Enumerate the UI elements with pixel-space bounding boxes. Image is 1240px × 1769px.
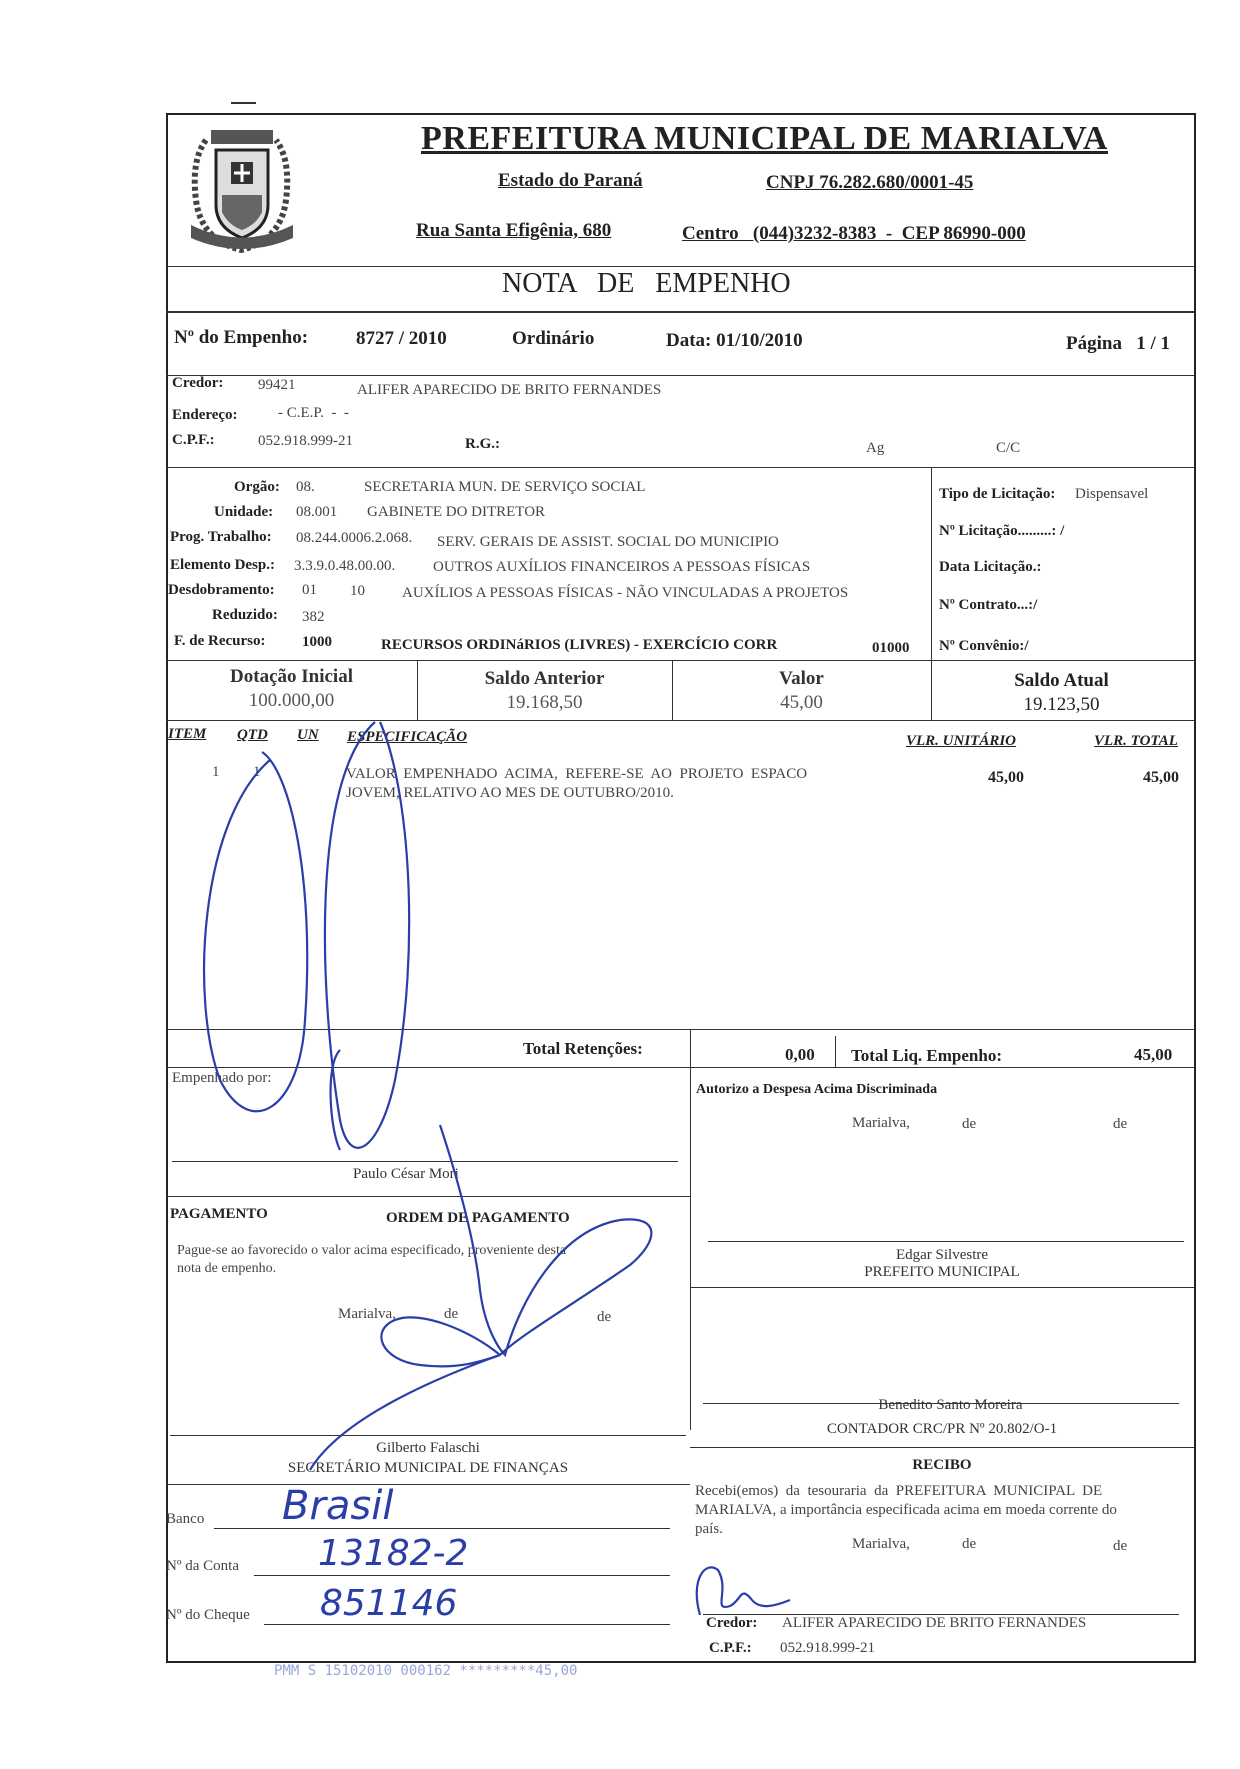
pagamento-texto1: Pague-se ao favorecido o valor acima especificado, proveniente desta [177,1243,567,1258]
saldo-anterior-label: Saldo Anterior [484,668,605,689]
header-contact: Centro (044)3232-8383 - CEP 86990-000 [682,223,1026,244]
banco-handwritten: Brasil [282,1483,394,1529]
doc-title: NOTA DE EMPENHO [502,268,791,299]
especificacao-header: ESPECIFICAÇÃO [347,729,468,745]
page-number: Página 1 / 1 [1066,333,1170,354]
recibo-texto3: país. [695,1521,723,1537]
mechanical-stamp: PMM S 15102010 000162 *********45,00 [274,1663,578,1679]
contrato-label: Nº Contrato...:/ [939,597,1038,613]
recibo-cpf: 052.918.999-21 [780,1640,875,1656]
licitacao-data-label: Data Licitação.: [939,559,1042,575]
recibo-de1: de [962,1536,977,1552]
endereco-label: Endereço: [172,407,238,423]
unidade-label: Unidade: [214,504,274,520]
empenhado-nome: Paulo César Mori [353,1166,459,1182]
ordem-pagamento-title: ORDEM DE PAGAMENTO [386,1210,570,1226]
empenho-number: 8727 / 2010 [356,328,447,349]
unidade-name: GABINETE DO DITRETOR [367,504,546,520]
prefeito-cargo: PREFEITO MUNICIPAL [864,1264,1020,1280]
empenho-number-label: Nº do Empenho: [174,327,309,348]
vlr-unitario-header: VLR. UNITÁRIO [906,733,1017,749]
recibo-de2: de [1113,1538,1128,1554]
total-liquido-label: Total Liq. Empenho: [851,1046,1002,1065]
elemento-label: Elemento Desp.: [170,557,275,573]
item-especificacao-line2: JOVEM, RELATIVO AO MES DE OUTUBRO/2010. [346,785,674,801]
header-title: PREFEITURA MUNICIPAL DE MARIALVA [421,120,1108,157]
total-retencoes-value: 0,00 [785,1045,815,1064]
empenho-type: Ordinário [512,328,595,349]
item-vlr-total: 45,00 [1143,769,1179,786]
valor-label: Valor [779,668,824,689]
pagamento-texto2: nota de empenho. [177,1261,277,1276]
item-header: ITEM [168,726,207,742]
autorizo-local: Marialva, [852,1115,910,1131]
prog-code: 08.244.0006.2.068. [296,530,413,546]
credor-label: Credor: [172,375,224,391]
autorizo-de2: de [1113,1116,1128,1132]
autorizo-label: Autorizo a Despesa Acima Discriminada [696,1082,938,1097]
licitacao-tipo: Dispensavel [1075,486,1149,502]
cheque-label: Nº do Cheque [166,1607,250,1623]
pagamento-local: Marialva, [338,1306,396,1322]
fonte-label: F. de Recurso: [174,633,266,649]
orgao-name: SECRETARIA MUN. DE SERVIÇO SOCIAL [364,479,646,495]
orgao-label: Orgão: [234,479,280,495]
recibo-credor-label: Credor: [706,1615,758,1631]
cc-label: C/C [996,440,1021,456]
header-cnpj: CNPJ 76.282.680/0001-45 [766,172,974,193]
item-vlr-unitario: 45,00 [988,769,1024,786]
qtd-header: QTD [237,727,268,743]
autorizo-de1: de [962,1116,977,1132]
credor-name: ALIFER APARECIDO DE BRITO FERNANDES [357,382,662,398]
header-state: Estado do Paraná [498,170,643,191]
fonte-code: 1000 [302,634,332,650]
recibo-local: Marialva, [852,1536,910,1552]
pagamento-title: PAGAMENTO [170,1206,268,1222]
licitacao-numero-label: Nº Licitação.........: / [939,523,1065,539]
empenhado-por-label: Empenhado por: [172,1070,272,1086]
rg-label: R.G.: [465,436,500,452]
desdobramento-label: Desdobramento: [168,582,275,598]
unidade-code: 08.001 [296,504,338,520]
dotacao-label: Dotação Inicial [230,666,353,687]
elemento-name: OUTROS AUXÍLIOS FINANCEIROS A PESSOAS FÍSICAS [433,559,811,575]
recibo-texto1: Recebi(emos) da tesouraria da PREFEITURA MUNICIPAL DE [695,1483,1103,1499]
pagamento-de2: de [597,1309,612,1325]
recibo-texto2: MARIALVA, a importância especificada acima em moeda corrente do [695,1502,1117,1518]
recibo-cpf-label: C.P.F.: [709,1640,752,1656]
elemento-code: 3.3.9.0.48.00.00. [294,558,396,574]
prefeito-nome: Edgar Silvestre [895,1247,989,1263]
licitacao-tipo-label: Tipo de Licitação: [939,486,1056,502]
item-especificacao-line1: VALOR EMPENHADO ACIMA, REFERE-SE AO PROJETO ESPACO [346,766,808,782]
contador-cargo: CONTADOR CRC/PR Nº 20.802/O-1 [826,1421,1058,1437]
item-qtd: 1 [253,764,261,780]
cheque-handwritten: 851146 [320,1583,458,1624]
total-liquido-value: 45,00 [1134,1045,1173,1064]
recibo-title: RECIBO [912,1457,972,1473]
reduzido-value: 382 [302,609,325,625]
secretario-nome: Gilberto Falaschi [376,1440,480,1456]
recibo-credor-name: ALIFER APARECIDO DE BRITO FERNANDES [782,1615,1087,1631]
orgao-code: 08. [296,479,315,495]
pagamento-de1: de [444,1306,459,1322]
total-retencoes-label: Total Retenções: [523,1039,643,1058]
secretario-cargo: SECRETÁRIO MUNICIPAL DE FINANÇAS [287,1460,569,1476]
vlr-total-header: VLR. TOTAL [1094,733,1178,749]
header-address: Rua Santa Efigênia, 680 [416,220,612,241]
desdobramento-code1: 01 [302,582,317,598]
dotacao-value: 100.000,00 [248,690,335,711]
contador-nome: Benedito Santo Moreira [878,1397,1023,1413]
fonte-code2: 01000 [872,640,910,656]
reduzido-label: Reduzido: [212,607,278,623]
credor-code: 99421 [258,377,296,393]
prog-name: SERV. GERAIS DE ASSIST. SOCIAL DO MUNICIPIO [437,534,779,550]
prog-label: Prog. Trabalho: [170,529,272,545]
endereco-value: - C.E.P. - - [278,405,349,421]
cpf-value: 052.918.999-21 [258,433,353,449]
banco-label: Banco [166,1511,205,1527]
desdobramento-name: AUXÍLIOS A PESSOAS FÍSICAS - NÃO VINCULADAS A PROJETOS [402,585,849,601]
un-header: UN [297,727,319,743]
valor-value: 45,00 [780,692,823,713]
ag-label: Ag [866,440,885,456]
conta-handwritten: 13182-2 [318,1533,469,1574]
cpf-label: C.P.F.: [172,432,215,448]
desdobramento-code2: 10 [350,583,365,599]
convenio-label: Nº Convênio:/ [939,638,1029,654]
saldo-atual-value: 19.123,50 [1023,694,1100,715]
fonte-name: RECURSOS ORDINáRIOS (LIVRES) - EXERCÍCIO CORR [381,637,778,653]
saldo-atual-label: Saldo Atual [1014,670,1109,691]
saldo-anterior-value: 19.168,50 [506,692,583,713]
empenho-date: Data: 01/10/2010 [666,330,803,351]
conta-label: Nº da Conta [166,1558,239,1574]
item-number: 1 [212,764,220,780]
